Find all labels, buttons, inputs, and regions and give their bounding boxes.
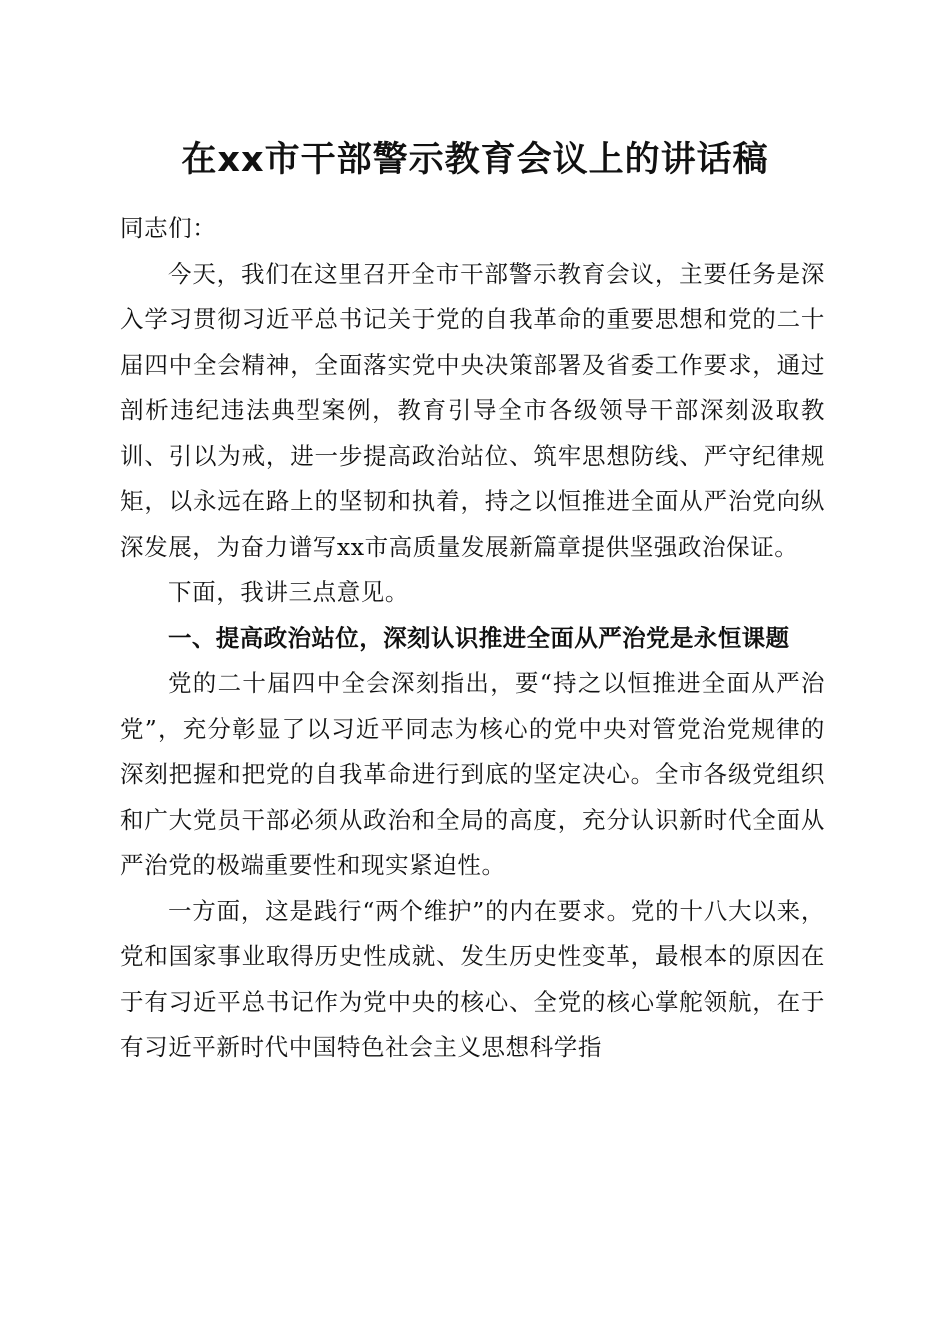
- transition-paragraph: 下面，我讲三点意见。: [168, 578, 409, 606]
- section-1-paragraph-1: 党的二十届四中全会深刻指出，要“持之以恒推进全面从严治党”，充分彰显了以习近平同志为核心的党中央对管党治党规律的深刻把握和把党的自我革命进行到底的坚定决心。全市各级党组织和广大党员干部必须从政治和全局的高度，充分认识新时代全面从严治党的极端重要性和现实紧迫性。: [120, 669, 825, 879]
- salutation: 同志们：: [120, 214, 217, 242]
- document-title: 在xx市干部警示教育会议上的讲话稿: [181, 140, 769, 180]
- section-1-heading: 一、提高政治站位，深刻认识推进全面从严治党是永恒课题: [168, 623, 790, 652]
- section-1-paragraph-2: 一方面，这是践行“两个维护”的内在要求。党的十八大以来，党和国家事业取得历史性成就、发生历史性变革，最根本的原因在于有习近平总书记作为党中央的核心、全党的核心掌舵领航，在于有习近平新时代中国特色社会主义思想科学指: [120, 896, 825, 1061]
- document-body: [120, 206, 825, 1071]
- intro-paragraph: 今天，我们在这里召开全市干部警示教育会议，主要任务是深入学习贯彻习近平总书记关于党的自我革命的重要思想和党的二十届四中全会精神，全面落实党中央决策部署及省委工作要求，通过剖析违纪违法典型案例，教育引导全市各级领导干部深刻汲取教训、引以为戒，进一步提高政治站位、筑牢思想防线、严守纪律规矩，以永远在路上的坚韧和执着，持之以恒推进全面从严治党向纵深发展，为奋力谱写xx市高质量发展新篇章提供坚强政治保证。: [120, 259, 825, 561]
